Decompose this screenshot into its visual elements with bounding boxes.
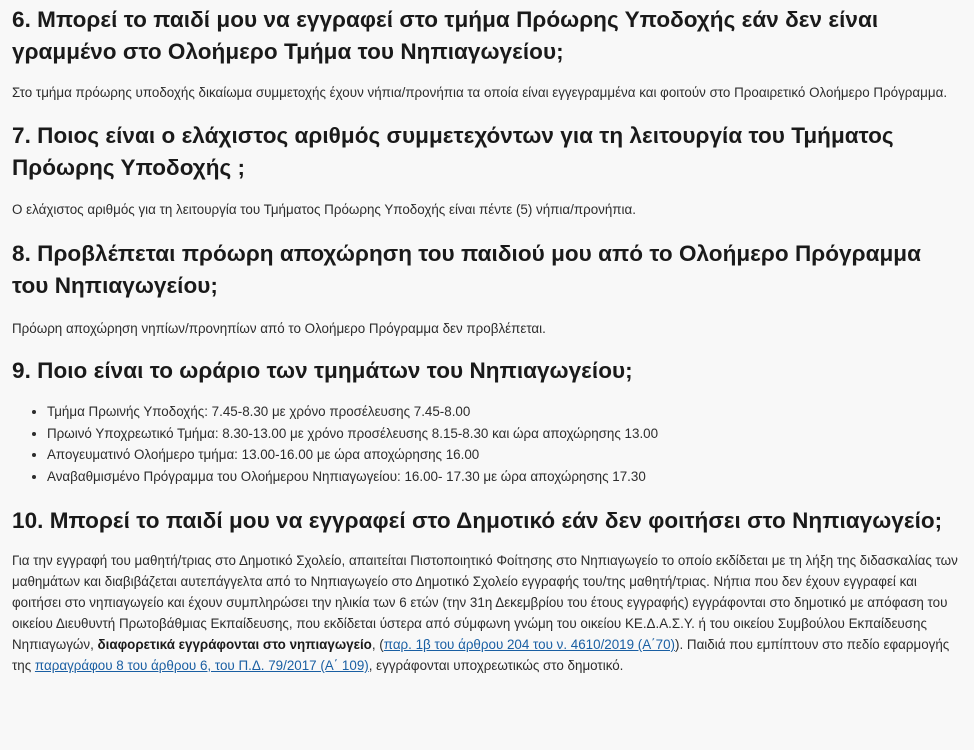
answer-text: Για την εγγραφή του μαθητή/τριας στο Δημοτικό Σχολείο, απαιτείται Πιστοποιητικό Φοίτησης στο Νηπιαγωγείο το οποίο εκδίδεται με τη λήξη της διδασκαλίας των μαθημάτων και διαβιβάζεται αυτεπάγγελτα από το Νηπιαγωγείο στο Δημοτικό Σχολείο εγγραφής του/της μαθητή/τριας. Νήπια που δεν έχουν εγγραφεί και φοιτήσει στο νηπιαγωγείο και έχουν συμπληρώσει την ηλικία των 6 ετών (την 31η Δεκεμβρίου του έτους εγγραφής) εγγράφονται στο δημοτικό με απόφαση του οικείου Διευθυντή Πρωτοβάθμιας Εκπαίδευσης, που εκδίδεται ύστερα από σύμφωνη γνώμη του οικείου ΚΕ.Δ.Α.Σ.Υ. ή του οικείου Συμβούλου Εκπαίδευσης Νηπιαγωγών,	[12, 553, 958, 652]
law-4610-link[interactable]: παρ. 1β του άρθρου 204 του ν. 4610/2019 (Α΄70)	[383, 637, 675, 652]
list-item: • Απογευματινό Ολοήμερο τμήμα: 13.00-16.00 με ώρα αποχώρησης 16.00	[47, 444, 962, 466]
answer-text: , (	[371, 637, 384, 652]
question-10-answer	[12, 550, 962, 676]
question-9-heading: 9. Ποιο είναι το ωράριο των τμημάτων του Νηπιαγωγείου;	[12, 358, 633, 383]
question-7-heading: 7. Ποιος είναι ο ελάχιστος αριθμός συμμετεχόντων για τη λειτουργία του Τμήματος Πρόωρης Υποδοχής ;	[12, 123, 894, 180]
answer-emphasis: διαφορετικά εγγράφονται στο νηπιαγωγείο	[97, 637, 372, 652]
answer-text: , εγγράφονται υποχρεωτικώς στο δημοτικό.	[368, 658, 624, 673]
question-8-answer: Πρόωρη αποχώρηση νηπίων/προνηπίων από το Ολοήμερο Πρόγραμμα δεν προβλέπεται.	[12, 321, 546, 336]
list-item: • Αναβαθμισμένο Πρόγραμμα του Ολοήμερου Νηπιαγωγείου: 16.00- 17.30 με ώρα αποχώρησης 17.30	[47, 466, 962, 488]
pd-79-2017-link[interactable]: παραγράφου 8 του άρθρου 6, του Π.Δ. 79/2017 (Α΄ 109)	[34, 658, 369, 673]
answer-text: ). Παιδιά που εμπίπτουν στο πεδίο εφαρμογής της	[12, 637, 950, 673]
schedule-list	[12, 401, 962, 487]
list-item: • Πρωινό Υποχρεωτικό Τμήμα: 8.30-13.00 με χρόνο προσέλευσης 8.15-8.30 και ώρα αποχώρησης 13.00	[47, 423, 962, 445]
question-7-answer: Ο ελάχιστος αριθμός για τη λειτουργία του Τμήματος Πρόωρης Υποδοχής είναι πέντε (5) νήπια/προνήπια.	[12, 202, 636, 217]
list-item: • Τμήμα Πρωινής Υποδοχής: 7.45-8.30 με χρόνο προσέλευσης 7.45-8.00	[47, 401, 962, 423]
question-8-heading: 8. Προβλέπεται πρόωρη αποχώρηση του παιδιού μου από το Ολοήμερο Πρόγραμμα του Νηπιαγωγείου;	[12, 241, 921, 298]
question-10-heading: 10. Μπορεί το παιδί μου να εγγραφεί στο Δημοτικό εάν δεν φοιτήσει στο Νηπιαγωγείο;	[12, 508, 943, 533]
question-6-answer: Στο τμήμα πρόωρης υποδοχής δικαίωμα συμμετοχής έχουν νήπια/προνήπια τα οποία είναι εγγεγραμμένα και φοιτούν στο Προαιρετικό Ολοήμερο Πρόγραμμα.	[12, 85, 948, 100]
question-6-heading: 6. Μπορεί το παιδί μου να εγγραφεί στο τμήμα Πρόωρης Υποδοχής εάν δεν είναι γραμμένο στο Ολοήμερο Τμήμα του Νηπιαγωγείου;	[12, 7, 879, 64]
